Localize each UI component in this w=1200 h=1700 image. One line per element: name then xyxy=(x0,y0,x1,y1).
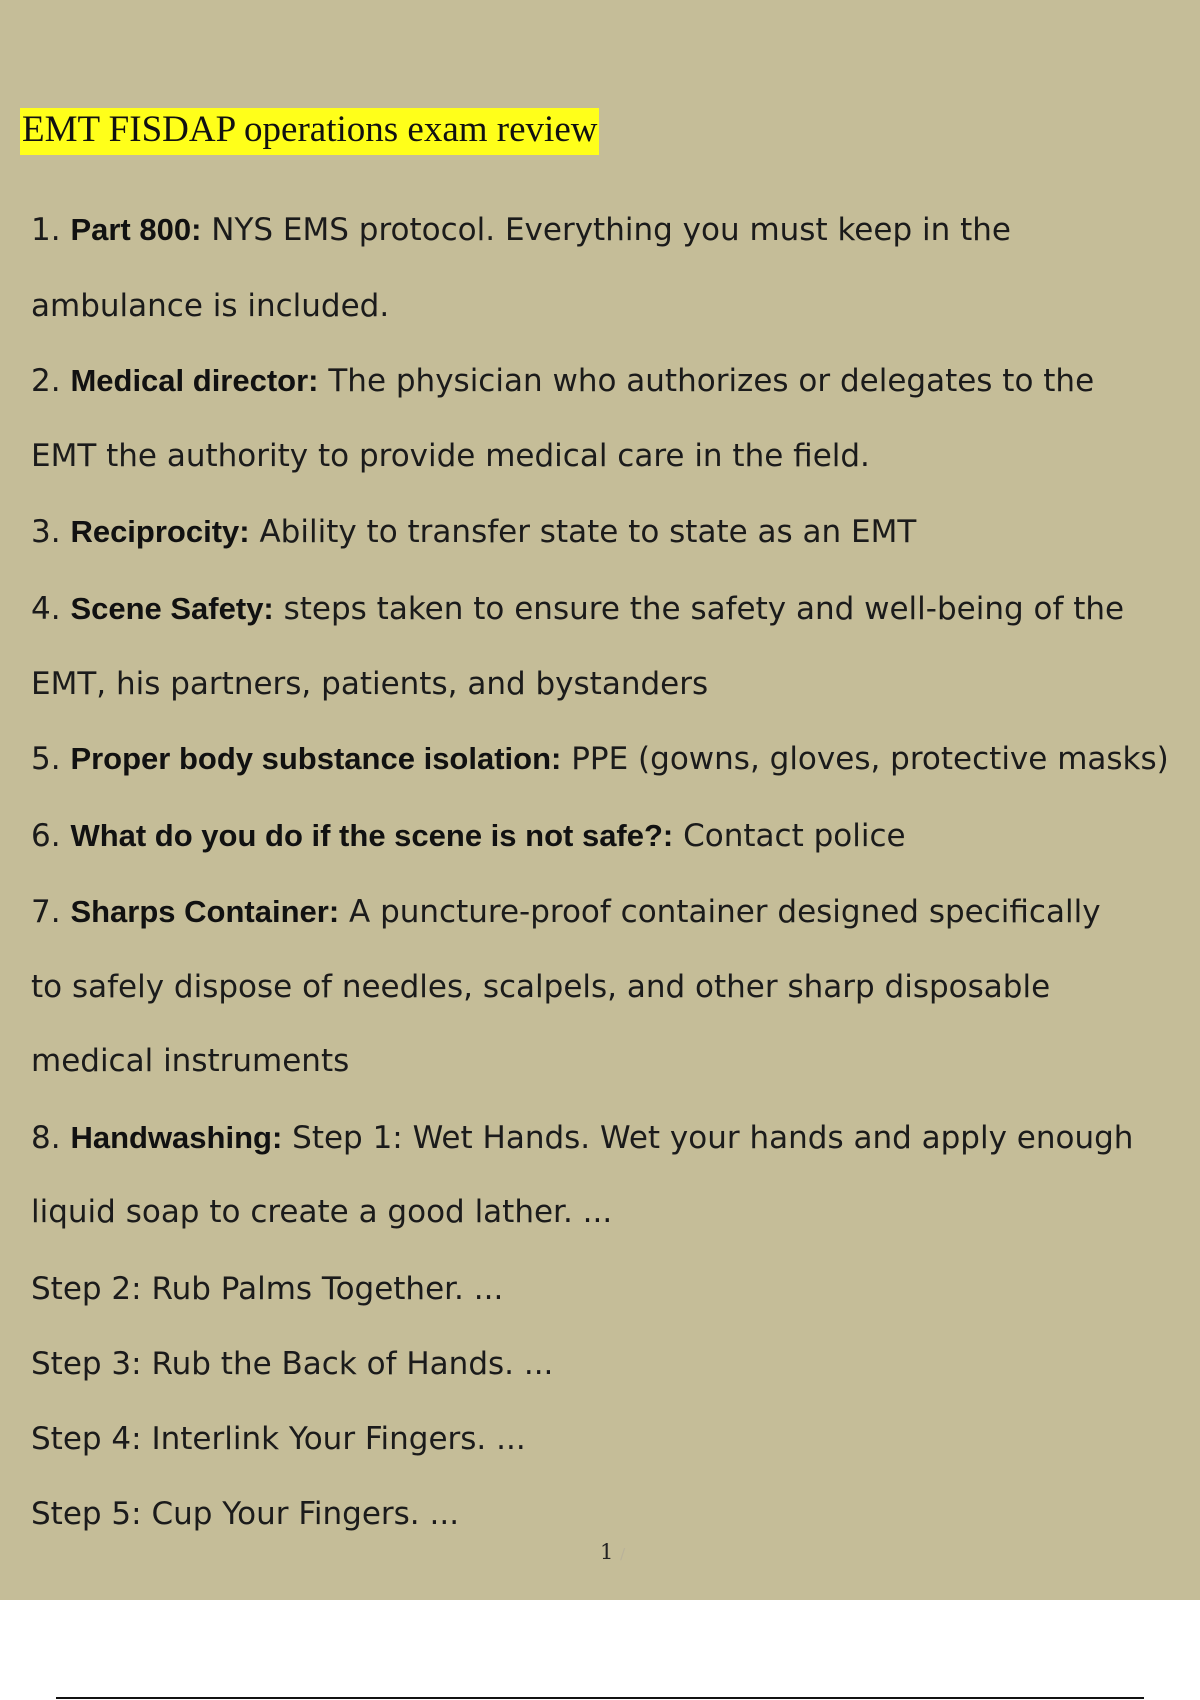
item-definition: A puncture-proof container designed specifically xyxy=(349,894,1101,930)
list-item xyxy=(31,892,1101,932)
item-definition: Ability to transfer state to state as an EMT xyxy=(259,514,917,550)
item-number: 6. xyxy=(31,818,61,854)
item-term: Handwashing: xyxy=(70,1120,283,1155)
item-term: Part 800: xyxy=(70,212,202,247)
item-term: Medical director: xyxy=(70,363,319,398)
item-term: What do you do if the scene is not safe?: xyxy=(70,818,674,853)
document-title: EMT FISDAP operations exam review xyxy=(20,108,599,155)
list-item xyxy=(31,512,916,552)
item-definition: Contact police xyxy=(683,818,906,854)
item-definition-continued: to safely dispose of needles, scalpels, and other sharp disposable xyxy=(31,969,1051,1005)
item-definition: The physician who authorizes or delegates to the xyxy=(328,363,1095,399)
item-term: Reciprocity: xyxy=(70,514,250,549)
item-definition: Step 1: Wet Hands. Wet your hands and apply enough xyxy=(292,1120,1134,1156)
item-definition: steps taken to ensure the safety and well-being of the xyxy=(283,591,1125,627)
item-definition: NYS EMS protocol. Everything you must keep in the xyxy=(211,212,1011,248)
list-item xyxy=(31,210,1011,250)
item-definition: PPE (gowns, gloves, protective masks) xyxy=(571,741,1169,777)
item-term: Proper body substance isolation: xyxy=(70,741,562,776)
page-number-separator: / xyxy=(620,1545,626,1563)
item-number: 5. xyxy=(31,741,61,777)
item-number: 1. xyxy=(31,212,61,248)
item-number: 2. xyxy=(31,363,61,399)
list-item xyxy=(31,739,1169,779)
handwashing-step: Step 3: Rub the Back of Hands. ... xyxy=(31,1346,554,1382)
list-item xyxy=(31,361,1094,401)
item-definition-continued: liquid soap to create a good lather. ... xyxy=(31,1194,613,1230)
item-number: 4. xyxy=(31,591,61,627)
list-item xyxy=(31,1118,1133,1158)
page-number-value: 1 xyxy=(600,1540,614,1564)
item-term: Sharps Container: xyxy=(70,894,340,929)
list-item xyxy=(31,589,1124,629)
handwashing-step: Step 5: Cup Your Fingers. ... xyxy=(31,1496,460,1532)
item-number: 8. xyxy=(31,1120,61,1156)
item-term: Scene Safety: xyxy=(70,591,274,626)
item-definition-continued: ambulance is included. xyxy=(31,288,390,324)
page-number xyxy=(600,1540,625,1564)
handwashing-step: Step 4: Interlink Your Fingers. ... xyxy=(31,1421,526,1457)
item-definition-continued: EMT the authority to provide medical care in the field. xyxy=(31,438,870,474)
item-number: 3. xyxy=(31,514,61,550)
handwashing-step: Step 2: Rub Palms Together. ... xyxy=(31,1271,504,1307)
item-definition-continued: medical instruments xyxy=(31,1043,350,1079)
item-definition-continued: EMT, his partners, patients, and bystanders xyxy=(31,666,709,702)
item-number: 7. xyxy=(31,894,61,930)
page-divider xyxy=(56,1697,1144,1699)
list-item xyxy=(31,816,906,856)
